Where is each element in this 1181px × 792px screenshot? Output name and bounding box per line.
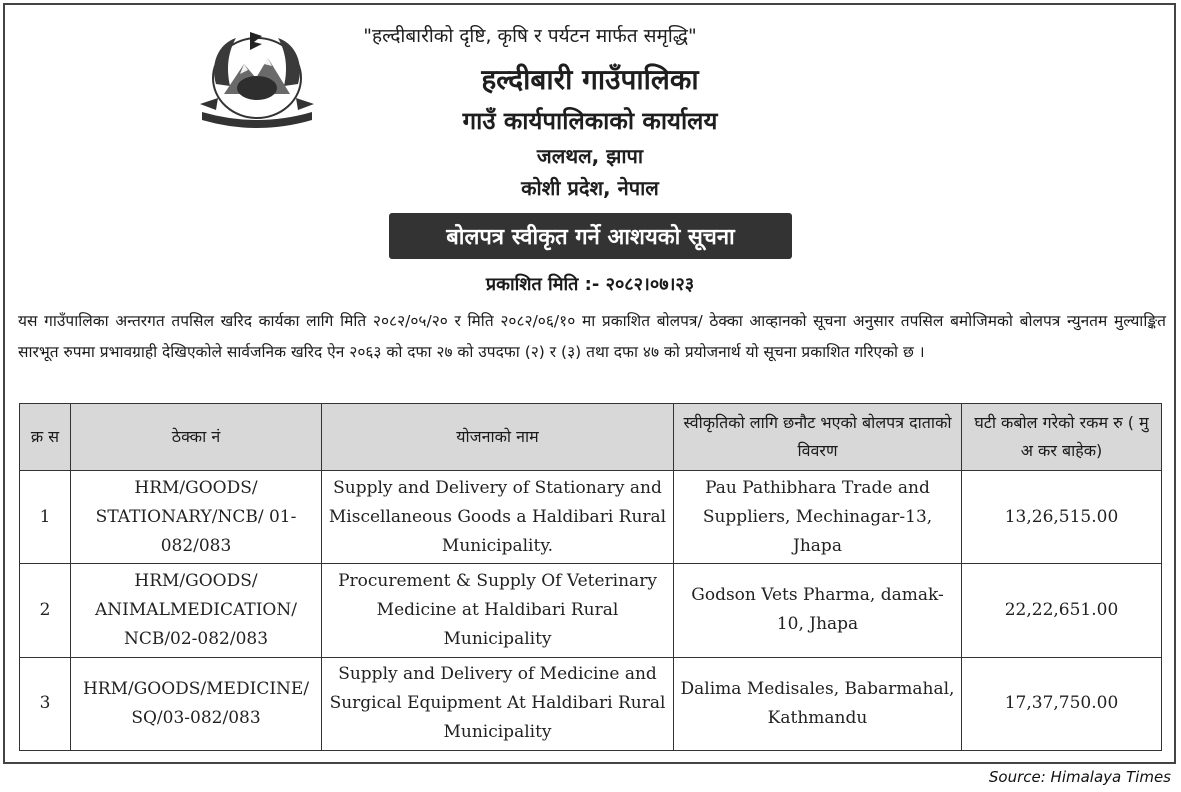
table-row <box>20 471 1162 564</box>
cell-contract-no: HRM/GOODS/ STATIONARY/NCB/ 01-082/083 <box>71 471 322 564</box>
address-line-2: कोशी प्रदेश, नेपाल <box>521 176 659 200</box>
cell-contract-no: HRM/GOODS/MEDICINE/ SQ/03-082/083 <box>71 657 322 750</box>
cell-bidder: Dalima Medisales, Babarmahal, Kathmandu <box>674 657 962 750</box>
table-row <box>20 564 1162 657</box>
header-amount: घटी कबोल गरेको रकम रु ( मु अ कर बाहेक) <box>962 404 1162 471</box>
notice-title: बोलपत्र स्वीकृत गर्ने आशयको सूचना <box>446 225 735 250</box>
cell-bidder: Godson Vets Pharma, damak-10, Jhapa <box>674 564 962 657</box>
cell-amount: 22,22,651.00 <box>962 564 1162 657</box>
slogan: "हल्दीबारीको दृष्टि, कृषि र पर्यटन मार्फत समृद्धि" <box>363 25 697 47</box>
source-credit: Source: Himalaya Times <box>988 768 1171 786</box>
cell-amount: 13,26,515.00 <box>962 471 1162 564</box>
award-table <box>19 403 1162 751</box>
cell-amount: 17,37,750.00 <box>962 657 1162 750</box>
cell-sn: 1 <box>20 471 71 564</box>
nepal-government-emblem-icon <box>196 24 318 128</box>
notice-body: यस गाउँपालिका अन्तरगत तपसिल खरिद कार्यका लागि मिति २०८२/०५/२० र मिति २०८२/०६/१० मा प्रकाशित बोलपत्र/ ठेक्का आव्हानको सूचना अनुसार तपसिल बमोजिमको बोलपत्र न्युनतम मुल्याङ्कित सारभूत रुपमा प्रभावग्राही देखिएकोले सार्वजनिक खरिद ऐन २०६३ को दफा २७ को उपदफा (२) र (३) तथा दफा ४७ को प्रयोजनार्थ यो सूचना प्रकाशित गरिएको छ । <box>18 312 1166 361</box>
address-line-1: जलथल, झापा <box>536 144 644 168</box>
cell-sn: 3 <box>20 657 71 750</box>
table-header-row <box>20 404 1162 471</box>
header-bidder: स्वीकृतिको लागि छनौट भएको बोलपत्र दाताको विवरण <box>674 404 962 471</box>
published-date: प्रकाशित मिति :- २०८२।०७।२३ <box>485 274 695 295</box>
office-name: गाउँ कार्यपालिकाको कार्यालय <box>462 107 718 135</box>
header-project-name: योजनाको नाम <box>322 404 674 471</box>
cell-project-name: Supply and Delivery of Stationary and Miscellaneous Goods a Haldibari Rural Municipality. <box>322 471 674 564</box>
cell-contract-no: HRM/GOODS/ ANIMALMEDICATION/ NCB/02-082/083 <box>71 564 322 657</box>
cell-sn: 2 <box>20 564 71 657</box>
table-row <box>20 657 1162 750</box>
cell-project-name: Procurement & Supply Of Veterinary Medicine at Haldibari Rural Municipality <box>322 564 674 657</box>
header-contract-no: ठेक्का नं <box>71 404 322 471</box>
header-sn: क्र स <box>20 404 71 471</box>
cell-project-name: Supply and Delivery of Medicine and Surgical Equipment At Haldibari Rural Municipality <box>322 657 674 750</box>
cell-bidder: Pau Pathibhara Trade and Suppliers, Mechinagar-13, Jhapa <box>674 471 962 564</box>
notice-title-banner <box>389 213 792 259</box>
organization-name: हल्दीबारी गाउँपालिका <box>481 63 699 96</box>
